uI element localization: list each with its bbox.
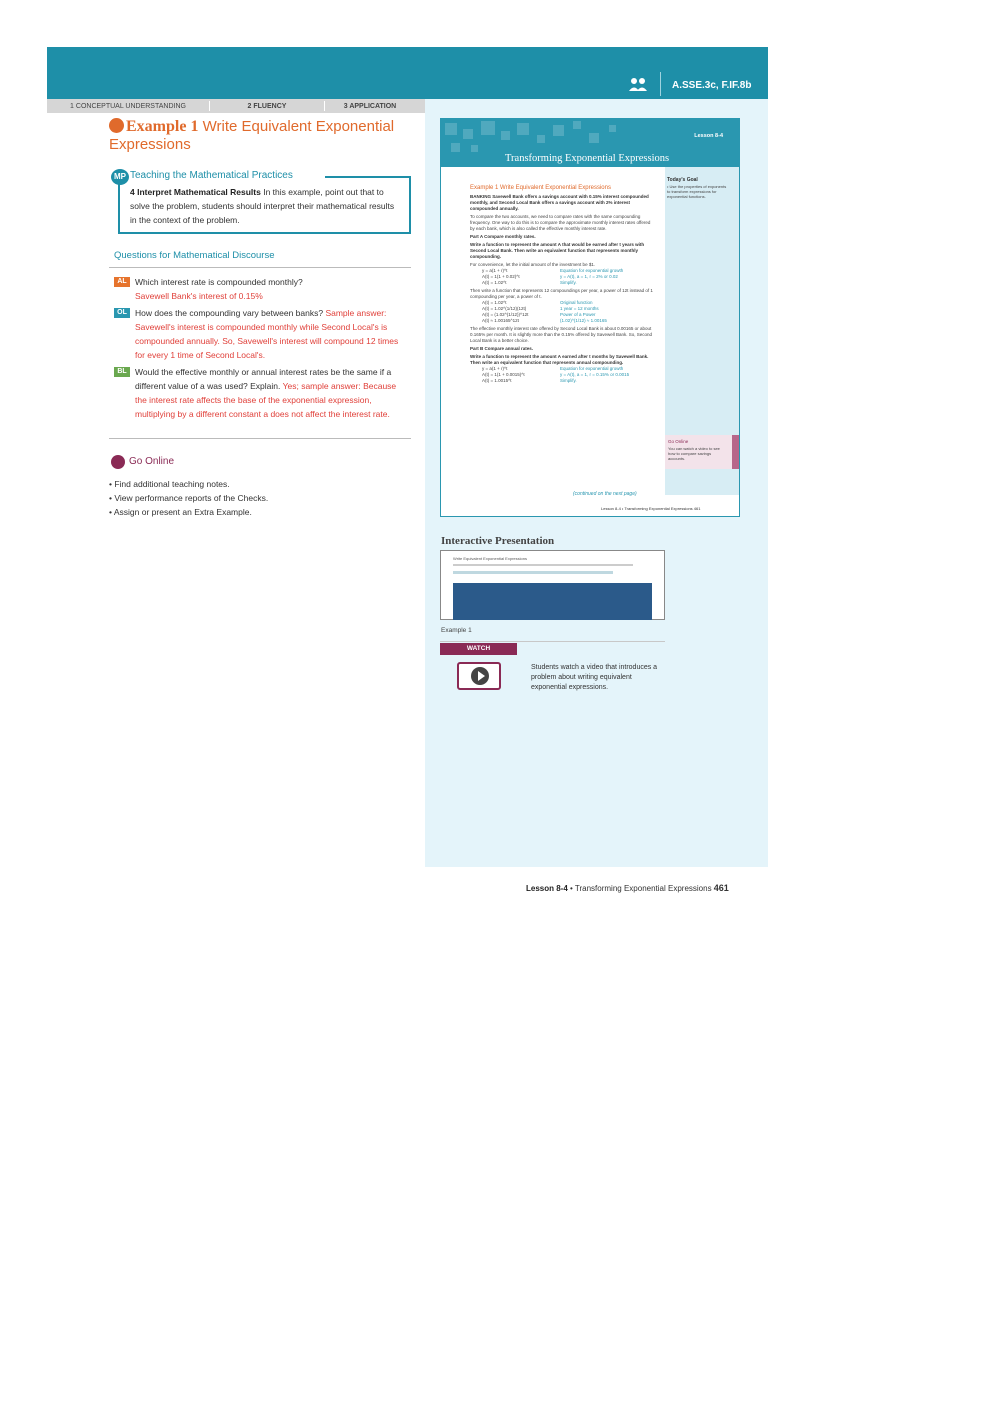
question-item	[114, 275, 409, 303]
se-equation: A(t) = 1.02^t Simplify.	[482, 280, 577, 285]
play-triangle	[478, 671, 485, 681]
se-example-heading: Example 1 Write Equivalent Exponential Expressions	[470, 185, 611, 191]
se-goal-heading: Today's Goal	[667, 177, 698, 183]
se-footer: Lesson 8-4 • Transforming Exponential Expressions 461	[601, 506, 701, 511]
list-item: • Assign or present an Extra Example.	[109, 507, 252, 517]
ip-text-line	[453, 571, 613, 574]
mp-rule	[325, 176, 411, 178]
se-part-b: Part B Compare annual rates.	[470, 346, 534, 351]
al-badge: AL	[114, 277, 130, 287]
go-online-list	[109, 477, 268, 519]
se-part-b-task: Write a function to represent the amount A earned after t months by Savewell Bank. Then write an equivalent function that represents annual compounding.	[470, 354, 649, 365]
ip-text-line	[453, 564, 633, 566]
se-convenience: For convenience, let the initial amount of the investment be $1.	[470, 262, 596, 267]
se-go-online-heading: Go Online	[668, 439, 689, 444]
ol-badge: OL	[114, 308, 130, 318]
practice-tabs	[47, 99, 425, 113]
cursor-icon	[111, 455, 125, 469]
footer-lesson: Lesson 8-4	[526, 884, 568, 893]
example-title	[109, 118, 419, 154]
ip-caption: Example 1	[441, 627, 472, 634]
se-body	[470, 185, 656, 384]
mp-lead: 4 Interpret Mathematical Results	[130, 187, 261, 197]
se-equation: A(t) = 1.02^(1/12)(12t) 1 year = 12 months	[482, 306, 599, 311]
se-goal-text: • Use the properties of exponents to transform expressions for exponential functions.	[667, 184, 727, 199]
tab-conceptual[interactable]: 1 CONCEPTUAL UNDERSTANDING	[70, 102, 186, 110]
se-lesson-label: Lesson 8-4	[694, 133, 723, 139]
group-icon	[628, 76, 648, 92]
interactive-screenshot[interactable]	[440, 550, 665, 620]
tab-fluency[interactable]: 2 FLUENCY	[247, 102, 287, 110]
question-text: Which interest rate is compounded monthly?	[135, 277, 303, 287]
bl-badge: BL	[114, 367, 130, 377]
list-item: • Find additional teaching notes.	[109, 479, 230, 489]
answer-text: Sample answer: Savewell's interest is compounded monthly while Second Local's is compounded annually. So, Savewell's interest will compound 12 times for every 1 time of Second Local's.	[135, 308, 399, 360]
mp-text	[130, 185, 402, 227]
se-equation: A(t) = (1.02^(1/12))^12t Power of a Power	[482, 312, 596, 317]
se-intro: To compare the two accounts, we need to compare rates with the same compounding frequency. One way to do this is to compare the approximate monthly interest rates offered by each bank, which is also called the effective monthly interest rate.	[470, 214, 651, 231]
questions-rule	[109, 267, 411, 268]
ip-rule	[440, 641, 665, 642]
se-header	[441, 119, 739, 167]
se-equation: y = a(1 + r)^t Equation for exponential growth	[482, 268, 624, 273]
globe-icon	[109, 118, 124, 133]
questions-heading: Questions for Mathematical Discourse	[114, 250, 275, 261]
tab-application[interactable]: 3 APPLICATION	[343, 102, 397, 110]
se-equation: A(t) = 1.02^t Original function	[482, 300, 593, 305]
se-part-a: Part A Compare monthly rates.	[470, 234, 536, 239]
se-equation: A(t) ≈ 1.00165^12t (1.02)^(1/12) ≈ 1.00165	[482, 318, 607, 323]
se-equation: A(t) = 1(1 + 0.0015)^t y = A(t), a = 1, r = 0.15% or 0.0015	[482, 372, 630, 377]
interactive-heading: Interactive Presentation	[441, 535, 555, 547]
mp-heading: Teaching the Mathematical Practices	[130, 170, 309, 181]
answer-text: Savewell Bank's interest of 0.15%	[135, 291, 263, 301]
se-rewrite: Then write a function that represents 12 compoundings per year, a power of 12t instead of 1 compounding per year, a power of t.	[470, 288, 653, 299]
example-heading: Write Equivalent Exponential Expressions	[109, 118, 395, 153]
se-continued: (continued on the next page)	[573, 491, 637, 497]
page-footer: Lesson 8-4 • Transforming Exponential Expressions 461	[526, 883, 729, 893]
se-banking: BANKING Savewell Bank offers a savings account with 0.15% interest compounded monthly, and Second Local Bank offers a savings account with 2% interest compounded annually.	[470, 194, 649, 211]
se-equation: y = a(1 + r)^t Equation for exponential growth	[482, 366, 624, 371]
example-label: Example 1	[126, 118, 199, 135]
page-number: 461	[713, 883, 729, 893]
list-item: • View performance reports of the Checks.	[109, 493, 269, 503]
mp-badge: MP	[111, 169, 129, 185]
ip-screen-title: Write Equivalent Exponential Expressions	[453, 556, 527, 561]
watch-tab[interactable]: WATCH	[440, 643, 517, 655]
ip-video-screen	[453, 583, 652, 620]
footer-title: Transforming Exponential Expressions	[574, 884, 712, 893]
question-text: How does the compounding vary between banks?	[135, 308, 324, 318]
se-equation: A(t) = 1.0015^t Simplify.	[482, 378, 577, 383]
standards-label: A.SSE.3c, F.IF.8b	[672, 80, 752, 91]
watch-description: Students watch a video that introduces a problem about writing equivalent exponential expressions.	[531, 664, 658, 691]
question-item	[114, 365, 409, 421]
mp-body: In this example, point out that to solve the problem, students should interpret their mathematical results in the context of the problem.	[130, 187, 395, 225]
se-effective: The effective monthly interest rate offered by Second Local Bank is about 0.00165 or about 0.165% per month. It is slightly more than the 0.15% offered by Savewell Bank. So, Second Local Bank is a better choice.	[470, 326, 653, 343]
se-go-online-text: You can watch a video to see how to compare savings accounts.	[668, 446, 720, 461]
question-item	[114, 306, 409, 362]
banner-divider	[660, 72, 661, 96]
se-title: Transforming Exponential Expressions	[505, 153, 670, 164]
se-equation: A(t) = 1(1 + 0.02)^t y = A(t), a = 1, r = 2% or 0.02	[482, 274, 618, 279]
student-edition-page	[440, 118, 740, 517]
answer-text: Yes; sample answer: Because the interest rate affects the base of the exponential expression, multiplying by a different constant a does not affect the interest rate.	[135, 381, 397, 419]
se-part-a-task: Write a function to represent the amount A that would be earned after t years with Second Local Bank. Then write an equivalent function that represents monthly compounding.	[470, 242, 645, 259]
go-online-label[interactable]: Go Online	[129, 456, 175, 467]
question-text: Would the effective monthly or annual interest rates be the same if a different value of a was used? Explain.	[135, 367, 392, 391]
questions-bottom-rule	[109, 438, 411, 439]
play-button[interactable]	[457, 662, 501, 690]
